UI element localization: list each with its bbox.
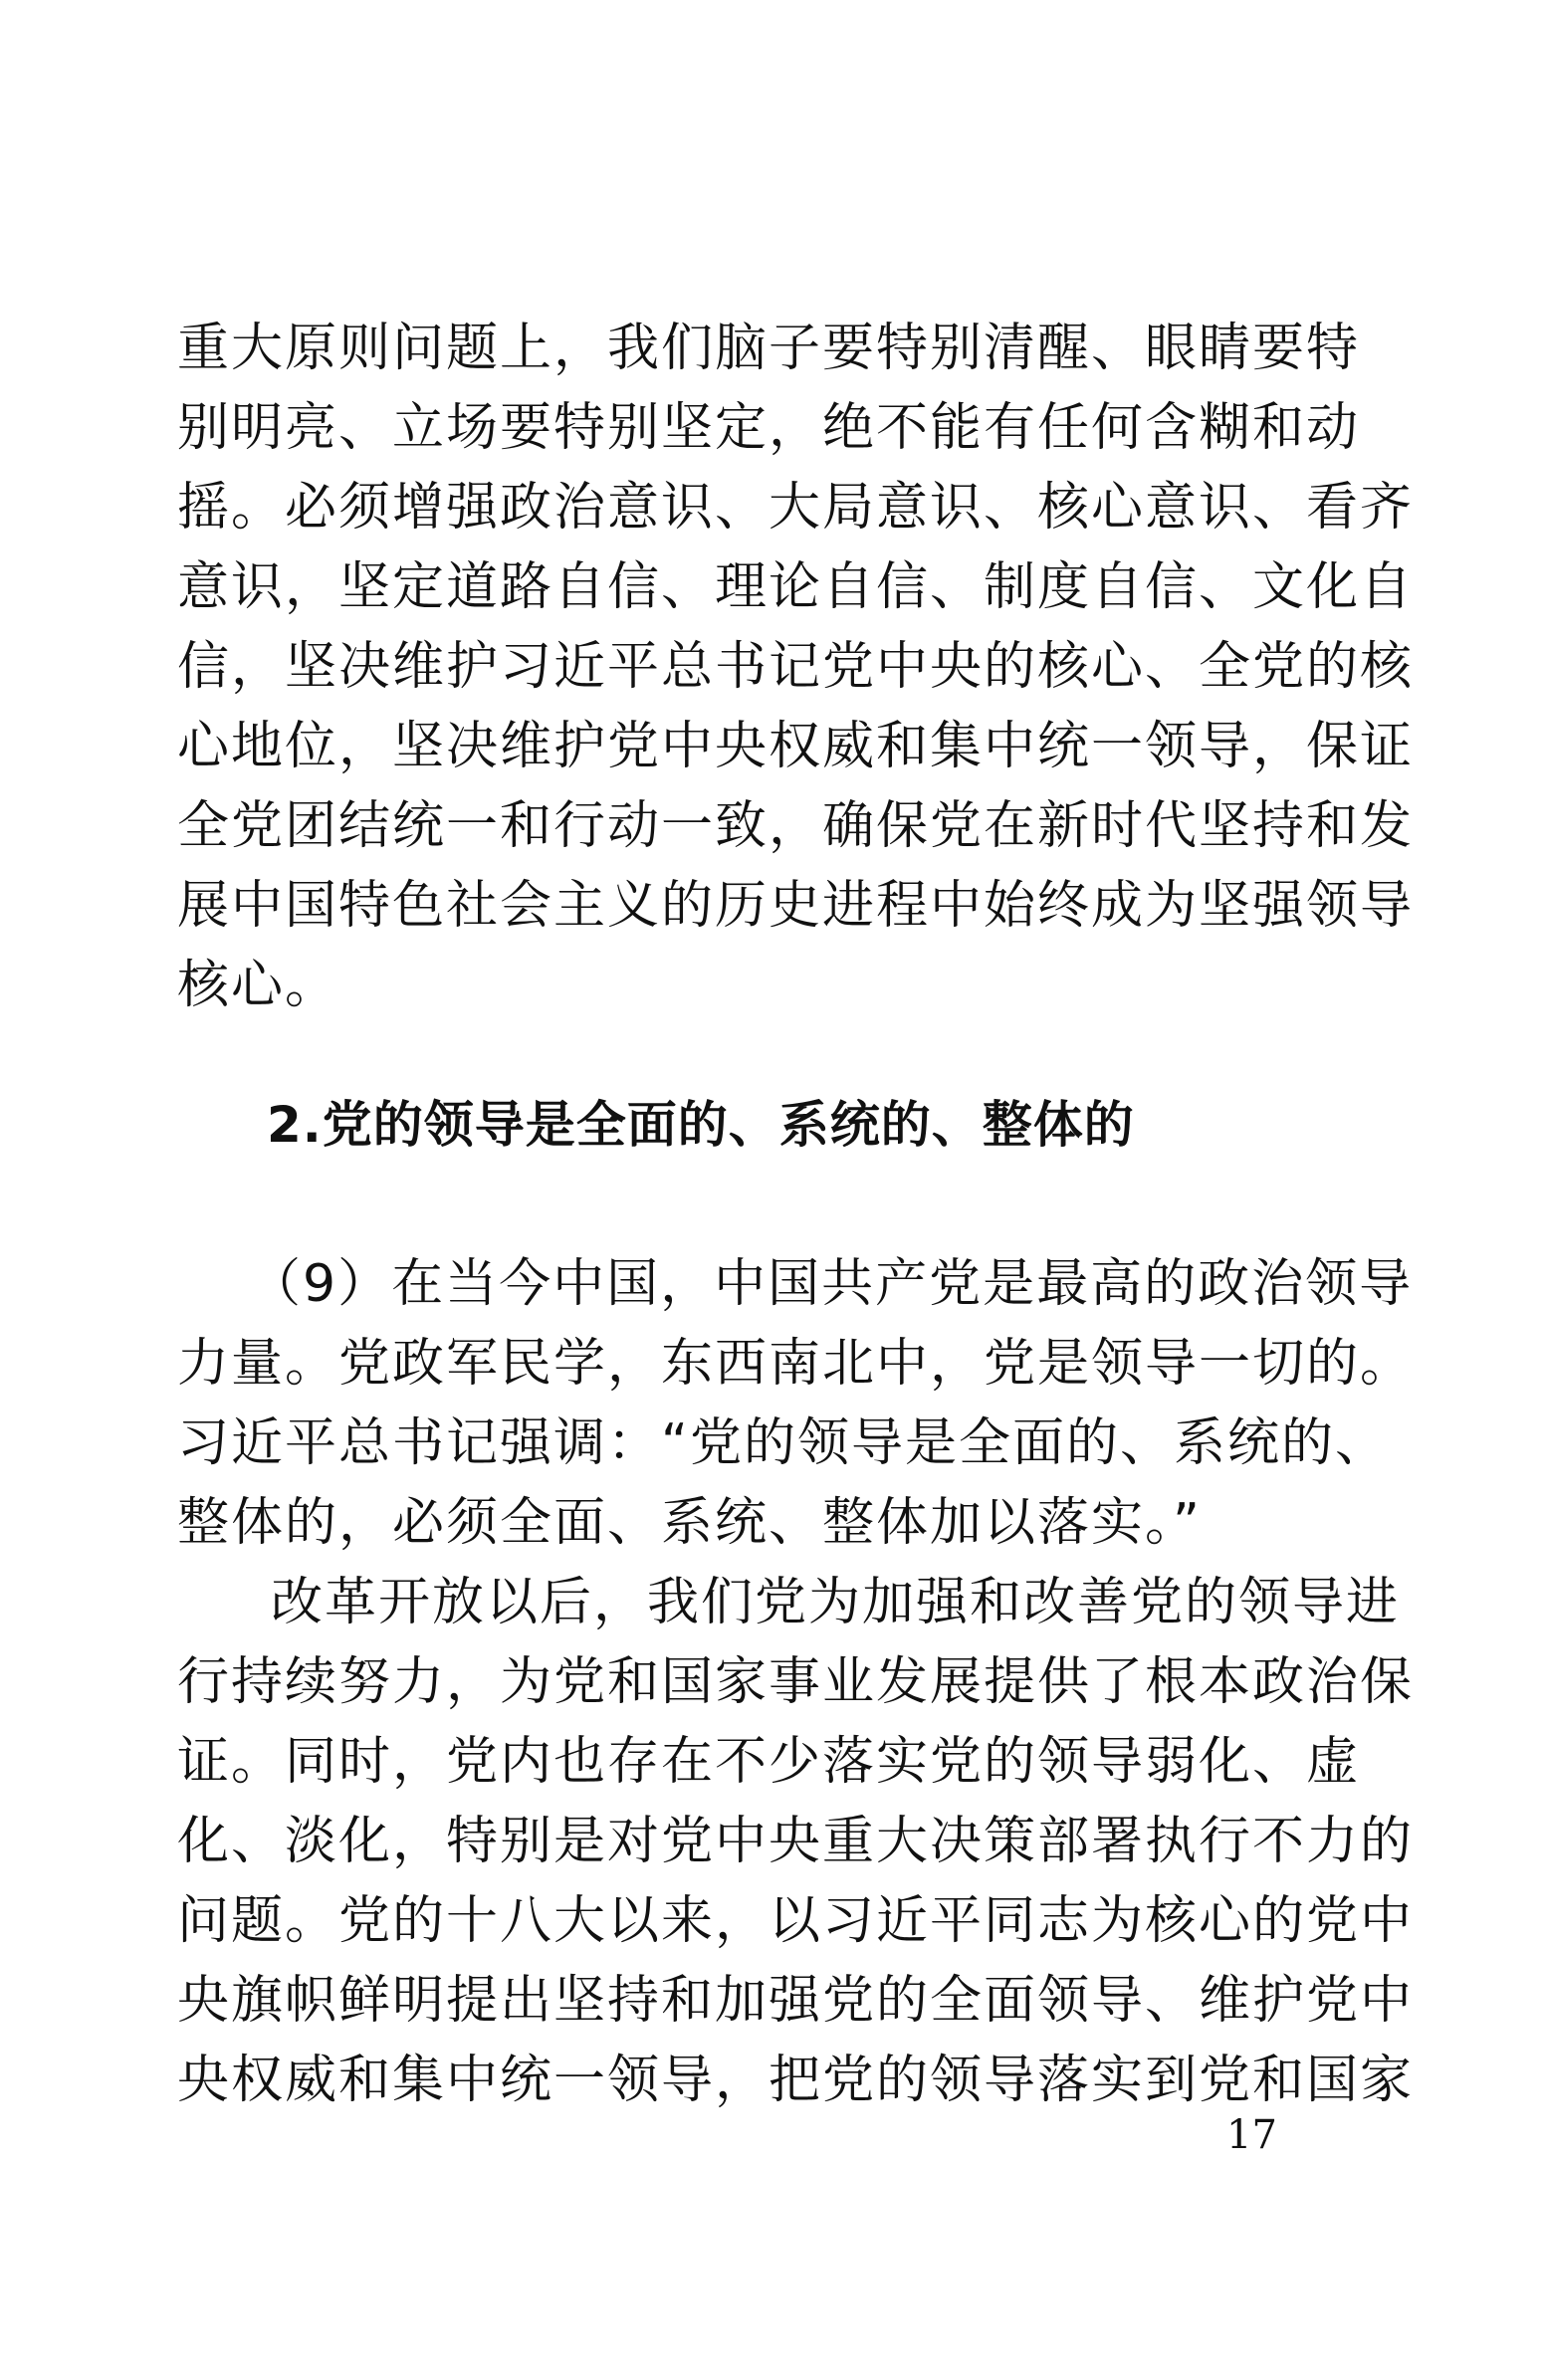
text-line: 证。同时，党内也存在不少落实党的领导弱化、虚: [177, 1732, 1361, 1792]
text-line: 重大原则问题上，我们脑子要特别清醒、眼睛要特: [177, 319, 1361, 378]
text-line: 改革开放以后，我们党为加强和改善党的领导进: [271, 1573, 1401, 1632]
text-line: 别明亮、立场要特别坚定，绝不能有任何含糊和动: [177, 398, 1361, 458]
text-line: 习近平总书记强调：“党的领导是全面的、系统的、: [177, 1413, 1389, 1473]
text-line: 央旗帜鲜明提出坚持和加强党的全面领导、维护党中: [177, 1971, 1415, 2031]
text-line: 行持续努力，为党和国家事业发展提供了根本政治保: [177, 1652, 1415, 1712]
text-line: 心地位，坚决维护党中央权威和集中统一领导，保证: [177, 717, 1415, 776]
text-line: 央权威和集中统一领导，把党的领导落实到党和国家: [177, 2051, 1415, 2110]
text-line: 展中国特色社会主义的历史进程中始终成为坚强领导: [177, 876, 1415, 936]
text-line: （9）在当今中国，中国共产党是最高的政治领导: [249, 1254, 1414, 1314]
text-line: 力量。党政军民学，东西南北中，党是领导一切的。: [177, 1334, 1415, 1394]
text-line: 信，坚决维护习近平总书记党中央的核心、全党的核: [177, 637, 1415, 697]
text-line: 化、淡化，特别是对党中央重大决策部署执行不力的: [177, 1812, 1415, 1871]
section-heading: 2.党的领导是全面的、系统的、整体的: [267, 1096, 1135, 1154]
text-line: 核心。: [177, 956, 339, 1015]
text-line: 全党团结统一和行动一致，确保党在新时代坚持和发: [177, 796, 1415, 856]
text-line: 问题。党的十八大以来，以习近平同志为核心的党中: [177, 1891, 1415, 1951]
text-line: 意识，坚定道路自信、理论自信、制度自信、文化自: [177, 557, 1415, 617]
text-line: 整体的，必须全面、系统、整体加以落实。”: [177, 1493, 1202, 1553]
text-line: 摇。必须增强政治意识、大局意识、核心意识、看齐: [177, 478, 1415, 538]
page-number: 17: [1226, 2112, 1277, 2158]
